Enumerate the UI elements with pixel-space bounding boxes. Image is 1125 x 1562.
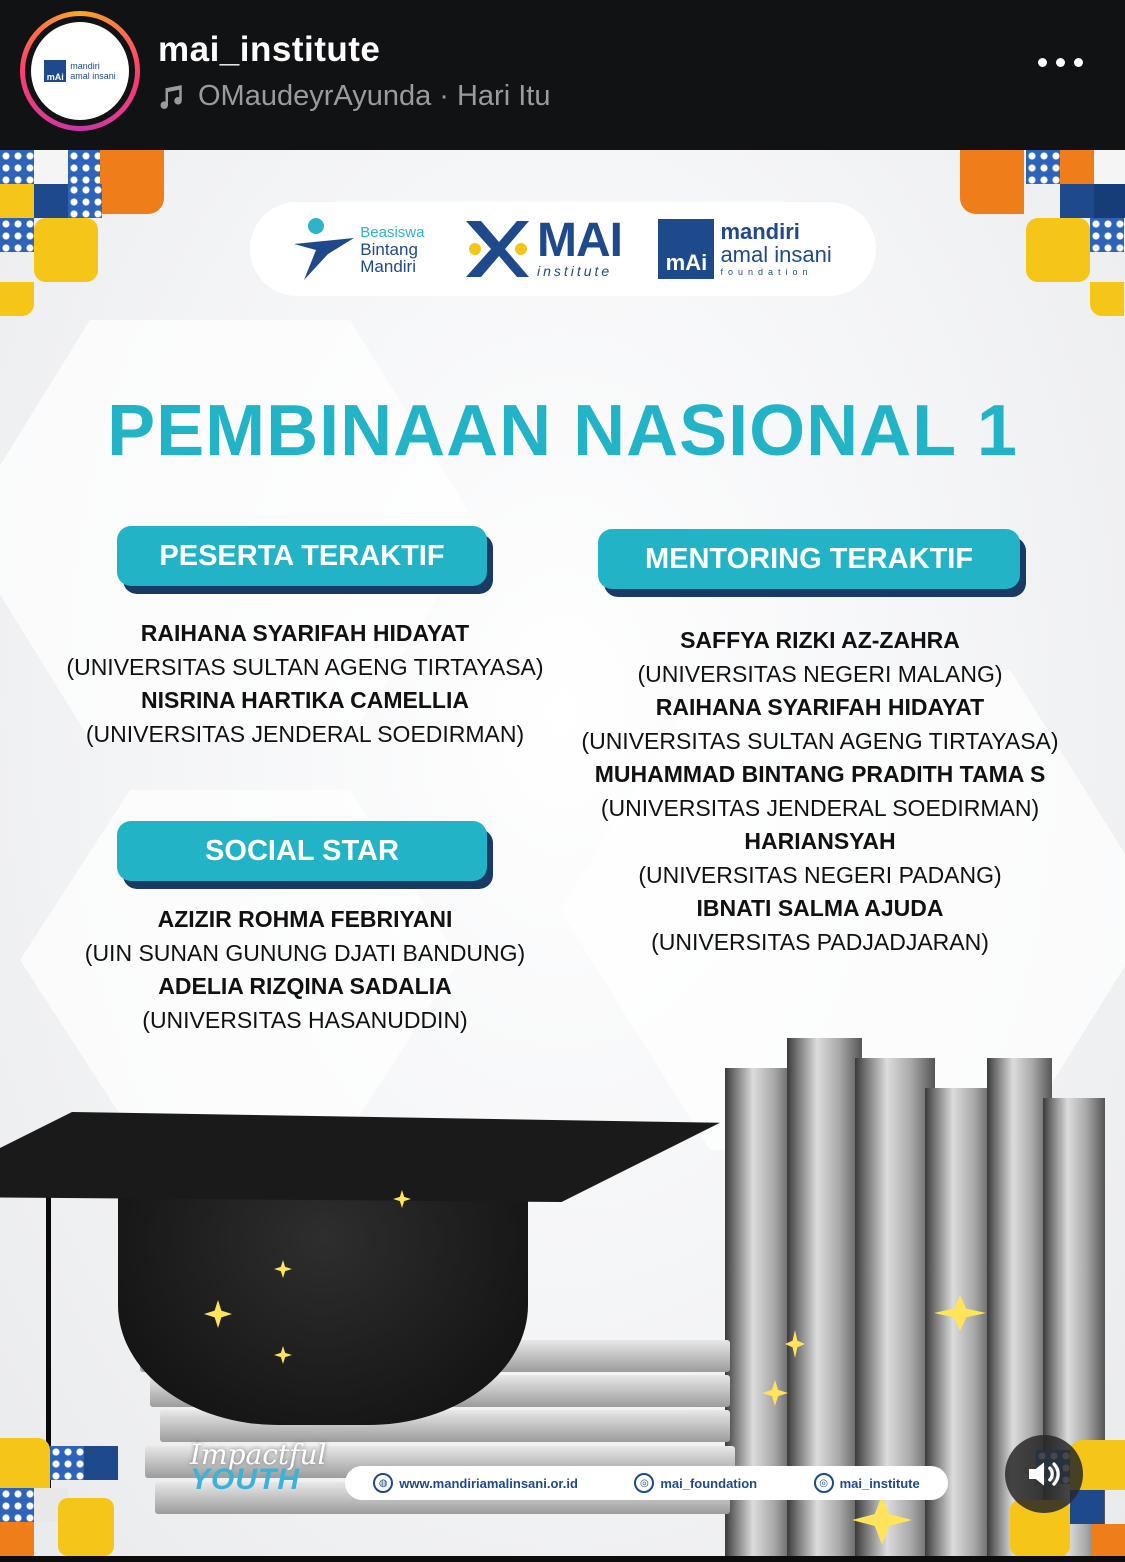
books-icon: [34, 218, 98, 282]
avatar-logo-line2: amal insani: [70, 71, 116, 81]
logo-mandiri-line2: amal insani: [720, 242, 832, 267]
mentoring-univ: (UNIVERSITAS NEGERI MALANG): [637, 660, 1003, 687]
badge-social-star: SOCIAL STAR: [117, 821, 487, 881]
mentoring-univ: (UNIVERSITAS SULTAN AGENG TIRTAYASA): [581, 727, 1059, 754]
decor-bottom-left: [0, 1438, 115, 1556]
decor-top-left: [0, 150, 170, 315]
peserta-univ: (UNIVERSITAS JENDERAL SOEDIRMAN): [85, 720, 525, 747]
globe-icon: ◍: [373, 1473, 393, 1493]
star-person-icon: [294, 214, 354, 284]
contact-bar: [345, 1466, 948, 1500]
mentoring-univ: (UNIVERSITAS NEGERI PADANG): [638, 861, 1002, 888]
social-list: [40, 903, 570, 1037]
instagram-icon: ◎: [814, 1473, 834, 1493]
mentoring-name: MUHAMMAD BINTANG PRADITH TAMA S: [594, 761, 1046, 787]
logo-mandiri: [658, 219, 831, 279]
ig-institute-text: mai_institute: [839, 1475, 920, 1491]
youth-text: YOUTH: [190, 1463, 300, 1496]
logo-mandiri-mark: mAi: [658, 219, 714, 279]
impactful-youth-logo: [190, 1438, 330, 1497]
volume-button[interactable]: [1005, 1435, 1083, 1513]
avatar-logo-line1: mandiri: [70, 61, 100, 71]
mentoring-univ: (UNIVERSITAS JENDERAL SOEDIRMAN): [600, 794, 1040, 821]
avatar[interactable]: [31, 22, 129, 120]
logo-mai: [461, 216, 622, 282]
music-text: OMaudeyrAyunda · Hari Itu: [198, 80, 551, 112]
logo-bbm-line2: Bintang: [360, 239, 418, 259]
more-options-icon[interactable]: [1038, 58, 1083, 67]
peserta-name: RAIHANA SYARIFAH HIDAYAT: [140, 620, 470, 646]
mentoring-univ: (UNIVERSITAS PADJADJARAN): [651, 928, 989, 955]
logo-mandiri-line3: foundation: [720, 267, 813, 277]
post-header: [0, 0, 1125, 150]
mentoring-name: RAIHANA SYARIFAH HIDAYAT: [655, 694, 985, 720]
music-note-icon: [158, 82, 188, 112]
decor-top-right: [960, 150, 1125, 315]
logo-bbm-line1: Beasiswa: [360, 223, 425, 241]
peserta-name: NISRINA HARTIKA CAMELLIA: [141, 687, 469, 713]
speaker-icon: [1024, 1454, 1064, 1494]
instagram-icon: ◎: [634, 1473, 654, 1493]
partner-logos: [250, 202, 876, 296]
mentoring-name: IBNATI SALMA AJUDA: [696, 895, 944, 921]
logo-mai-name: MAI: [536, 214, 622, 267]
graduation-cap-board: [0, 1112, 720, 1202]
graduation-cap-icon: [100, 150, 164, 214]
music-info[interactable]: [158, 80, 550, 113]
badge-peserta-teraktif: PESERTA TERAKTIF: [117, 526, 487, 586]
username-link[interactable]: mai_institute: [158, 30, 381, 69]
social-univ: (UNIVERSITAS HASANUDDIN): [142, 1006, 468, 1033]
logo-bbm-line3: Mandiri: [360, 256, 416, 276]
avatar-logo-mark: mAi: [44, 60, 66, 82]
mai-x-icon: [461, 216, 531, 282]
website-text: www.mandiriamalinsani.or.id: [399, 1475, 578, 1491]
ig-foundation-text: mai_foundation: [660, 1475, 758, 1491]
badge-mentoring-teraktif: MENTORING TERAKTIF: [598, 529, 1020, 589]
mentoring-name: HARIANSYAH: [744, 828, 896, 854]
social-name: AZIZIR ROHMA FEBRIYANI: [157, 906, 453, 932]
social-name: ADELIA RIZQINA SADALIA: [158, 973, 452, 999]
post-image[interactable]: [0, 150, 1125, 1556]
logo-mandiri-line1: mandiri: [720, 219, 800, 244]
logo-bbm: [294, 214, 424, 284]
peserta-list: [40, 617, 570, 751]
mentoring-list: [565, 624, 1075, 959]
peserta-univ: (UNIVERSITAS SULTAN AGENG TIRTAYASA): [66, 653, 544, 680]
story-ring[interactable]: [20, 11, 140, 131]
mentoring-name: SAFFYA RIZKI AZ-ZAHRA: [680, 627, 960, 653]
avatar-logo: [44, 60, 116, 82]
impactful-text: Impactful: [190, 1438, 327, 1471]
logo-mai-sub: institute: [536, 263, 613, 279]
social-univ: (UIN SUNAN GUNUNG DJATI BANDUNG): [84, 939, 526, 966]
post-title: PEMBINAAN NASIONAL 1: [107, 391, 1018, 471]
bottom-strip: [0, 1556, 1125, 1562]
